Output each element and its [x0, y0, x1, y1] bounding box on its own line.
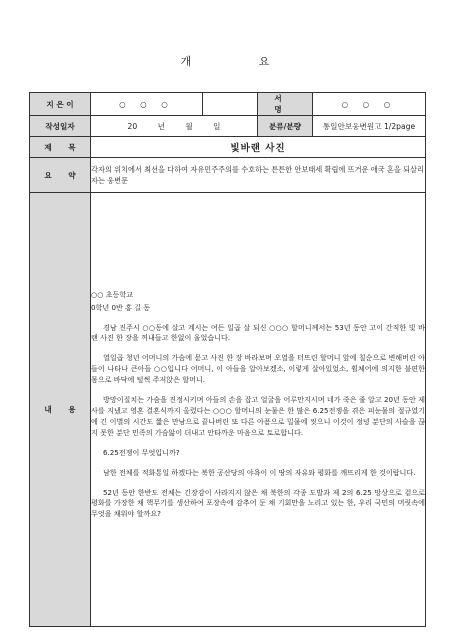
- paragraph-2: 열일곱 청년 어머니의 가슴에 묻고 사진 한 장 바라보며 오열을 터뜨린 할머니 앞에 칠순으로 변해버린 아들이 나타나 큰아들 ○○입니다 어머니, 이 아들을 알아보겠소, 이렇게 살아있었소, 휠체어에 의지한 불편한 몸으로 바닥에 털썩 주저앉은 할머니.: [91, 353, 425, 385]
- form-row-author: [30, 93, 426, 116]
- paragraph-5: 남한 전체를 적화통일 하겠다는 북한 공산당의 야욕이 이 땅의 자유와 평화를 깨뜨리게 한 것이랍니다.: [103, 467, 416, 477]
- signature-label: 서 명: [258, 93, 313, 116]
- subject-label: 제 목: [30, 137, 91, 158]
- signature-value: ○ ○ ○: [313, 93, 426, 116]
- category-label: 분류/분량: [258, 116, 313, 137]
- paragraph-6: 52년 동안 한반도 전체는 긴장감이 사라지지 않은 채 북한의 각종 도발과 제 2의 6.25 망상으로 겉으로 평화를 가장한 채 핵무기를 생산하여 포장속에 감추어 둔 채 기회만을 노리고 있는 한, 우리 국민의 머릿속에 무엇을 채워야 할까요?: [91, 487, 425, 519]
- date-value: 20 년 월 일: [91, 116, 258, 137]
- paragraph-1: 경남 진주시 ○○동에 살고 계시는 여든 일곱 살 되신 ○○○ 할머니께서는 53년 동안 고이 간직한 빛 바랜 사진 한 장을 꺼내들고 한없이 울었습니다.: [91, 322, 425, 343]
- form-row-content: [30, 193, 426, 627]
- category-value: 통일안보웅변원고 1/2page: [313, 116, 426, 137]
- summary-value: 각자의 위치에서 최선을 다하여 자유민주주의를 수호하는 튼튼한 안보태세 확립에 뜨거운 애국 혼을 되살리자는 웅변문: [91, 158, 426, 193]
- form-row-subject: [30, 137, 426, 158]
- author-label: 지 은 이: [30, 93, 91, 116]
- page-title: 개 요: [180, 55, 302, 68]
- paragraph-3: 방망이질치는 가슴을 진정시키며 아들의 손을 잡고 얼굴을 어루만지시며 네가 죽은 줄 알고 20년 동안 제사를 지냈고 영혼 결혼식까지 올렸다는 ○○○ 할머니의 눈물은 한 많은 6.25전쟁을 겪은 피눈물의 절규였기에 긴 이별의 시간도 짧은 만남으로 끝나버린 또 다른 아픔으로 밀물에 씻으니 이것이 정녕 분단의 사슬을 끊지 못한 분단 민족의 가슴앓이 더내고 안타까운 마음으로 토로합니다.: [91, 395, 425, 437]
- paragraph-4: 6.25전쟁이 무엇입니까?: [103, 447, 180, 457]
- form-row-summary: [30, 158, 426, 193]
- date-label: 작성일자: [30, 116, 91, 137]
- subject-value: 빛바랜 사진: [91, 137, 426, 158]
- student-name: 0학년 0반 홍 길 동: [91, 302, 151, 312]
- school-name: ○○ 초등학교: [91, 289, 134, 299]
- content-label: 내 용: [30, 193, 91, 627]
- author-value: ○ ○ ○: [91, 93, 203, 116]
- summary-form: [29, 92, 426, 627]
- summary-label: 요 약: [30, 158, 91, 193]
- content-body: [91, 193, 426, 627]
- form-row-date: [30, 116, 426, 137]
